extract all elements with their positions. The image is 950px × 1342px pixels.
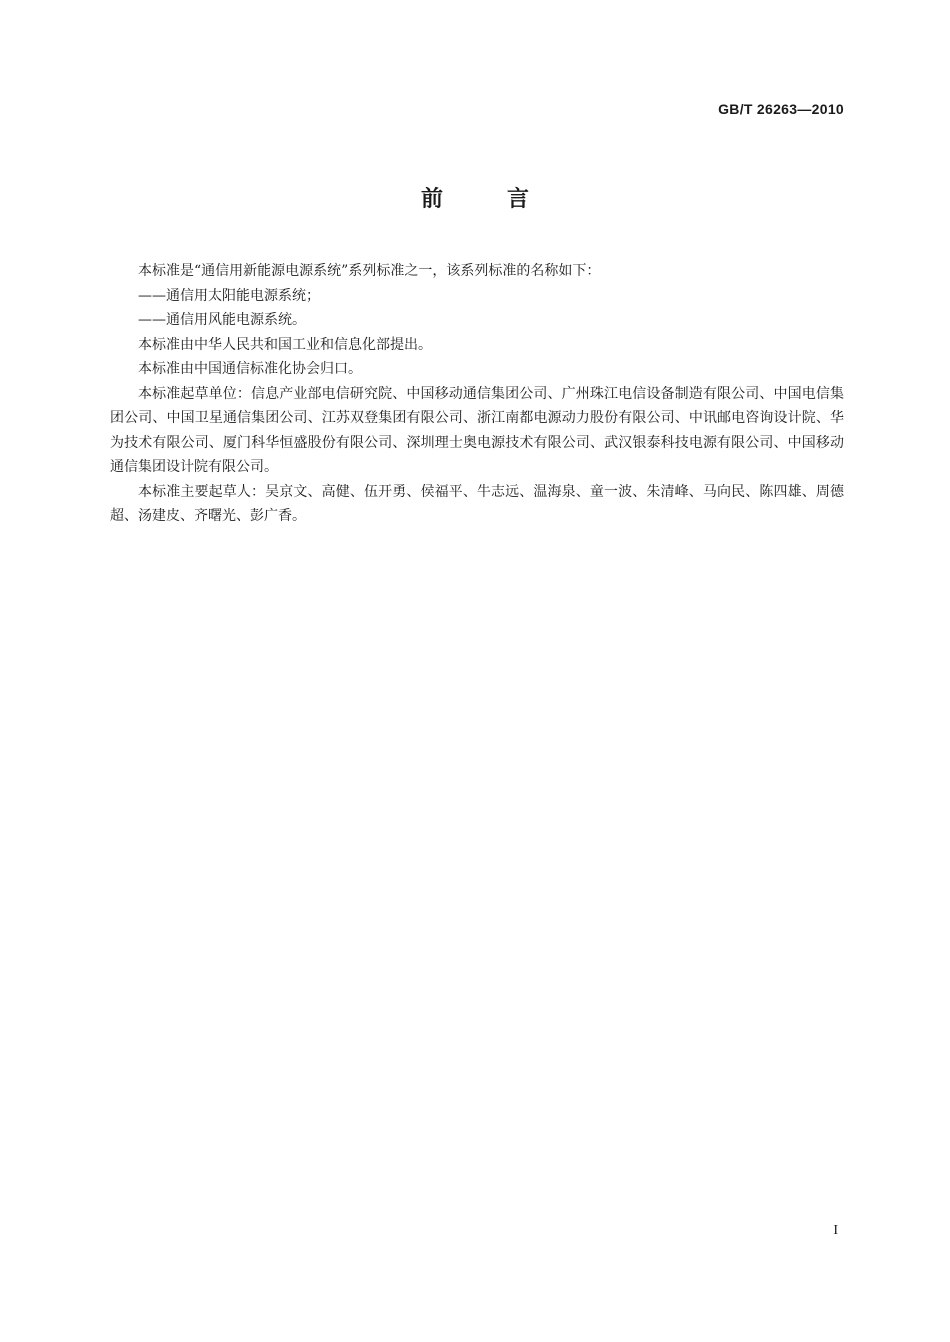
page-title: 前言: [420, 187, 593, 212]
series-item-wind: ——通信用风能电源系统。: [138, 312, 306, 328]
foreword-body: [110, 259, 844, 529]
standard-code: GB/T 26263—2010: [718, 101, 844, 117]
intro-paragraph: 本标准是“通信用新能源电源系统”系列标准之一，该系列标准的名称如下：: [138, 263, 601, 279]
series-item-solar: ——通信用太阳能电源系统；: [138, 287, 320, 304]
page-number: I: [833, 1223, 838, 1238]
drafting-units-paragraph: 本标准起草单位：信息产业部电信研究院、中国移动通信集团公司、广州珠江电信设备制造有限公司、中国电信集团公司、中国卫星通信集团公司、江苏双登集团有限公司、浙江南都电源动力股份有限公司、中讯邮电咨询设计院、华为技术有限公司、厦门科华恒盛股份有限公司、深圳理士奥电源技术有限公司、武汉银泰科技电源有限公司、中国移动通信集团设计院有限公司。: [110, 385, 844, 475]
proposer-paragraph: 本标准由中华人民共和国工业和信息化部提出。: [138, 336, 432, 353]
drafters-paragraph: 本标准主要起草人：吴京文、高健、伍开勇、侯福平、牛志远、温海泉、童一波、朱清峰、马向民、陈四雄、周德超、汤建皮、齐曙光、彭广香。: [110, 483, 844, 524]
centralized-paragraph: 本标准由中国通信标准化协会归口。: [138, 361, 362, 377]
